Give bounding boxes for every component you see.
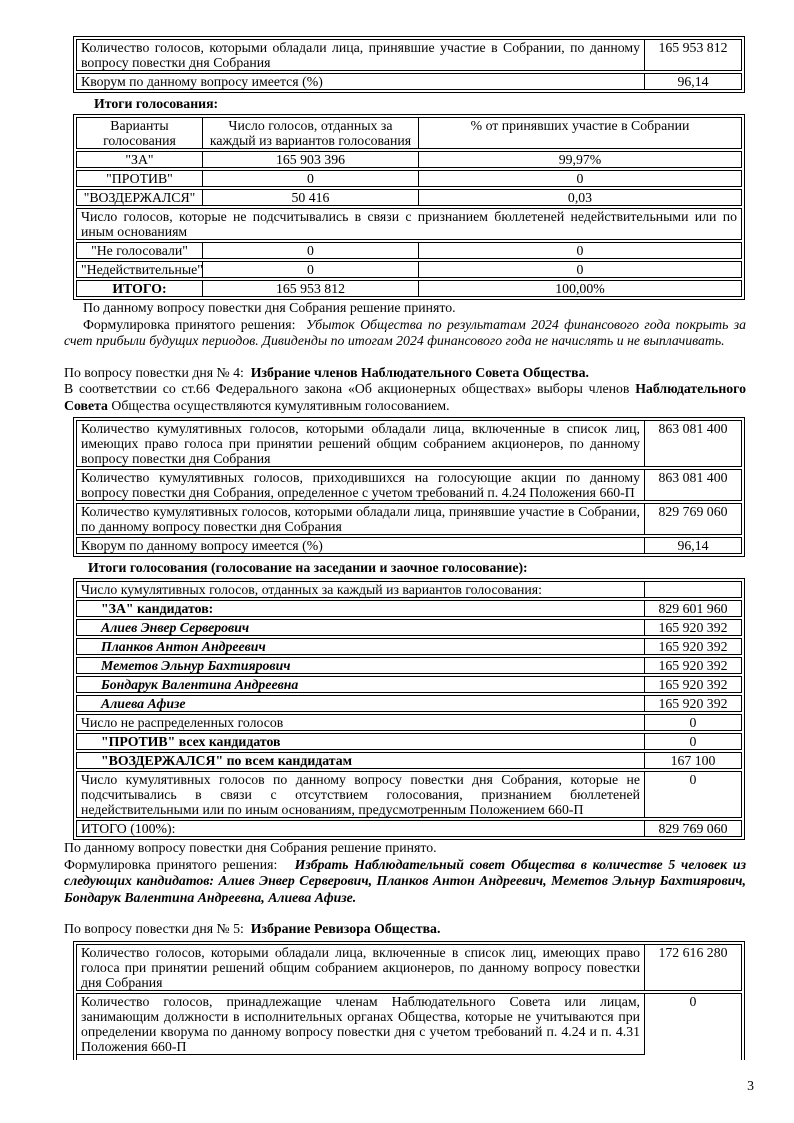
table-row <box>76 261 742 278</box>
row-label: Количество кумулятивных голосов, которыми обладали лица, включенные в список лиц, имеющих право голоса при принятии решений общим собранием акционеров, по данному вопросу повестки дня Собрания <box>81 421 640 466</box>
intro-bold: Наблюдательного Совета <box>64 381 746 413</box>
q3-resolution <box>64 317 746 350</box>
agenda-item-prefix: По вопросу повестки дня № 4: <box>64 364 244 380</box>
vote-percent: 0 <box>418 171 741 186</box>
table-row <box>76 151 742 168</box>
intro-text: Общества осуществляются кумулятивным голосованием. <box>111 397 450 413</box>
vote-option: "ПРОТИВ" <box>106 171 173 186</box>
candidate-row <box>76 695 742 712</box>
table-total-row <box>76 280 742 297</box>
candidate-row <box>76 619 742 636</box>
candidate-row <box>76 638 742 655</box>
q4-resolution-status: По данному вопросу повестки дня Собрания решение принято. <box>64 840 437 855</box>
table-row <box>76 420 742 467</box>
table-row <box>76 170 742 187</box>
row-label: Количество голосов, которыми обладали лица, включенные в список лиц, имеющих право голоса при принятии решений общим собранием акционеров, по данному вопросу повестки дня Собрания <box>81 944 640 990</box>
row-value: 165 953 812 <box>644 40 741 70</box>
row-value: 863 081 400 <box>644 421 741 466</box>
q5-participation-table <box>73 941 745 1060</box>
agenda-item-prefix: По вопросу повестки дня № 5: <box>64 921 244 936</box>
q4-resolution <box>64 857 746 907</box>
candidate-votes: 165 920 392 <box>644 696 741 711</box>
resolution-text: Избрать Наблюдательный совет Общества в количестве 5 человек из следующих кандидатов: Алиев Энвер Серверович, Планков Антон Андреевич, Меметов Эльнур Бахтиярович, Бондарук Валентина Андреевна, Алиева Афизе. <box>64 856 746 905</box>
table-row <box>76 733 742 750</box>
candidate-name: Планков Антон Андреевич <box>101 639 266 654</box>
row-value: 829 601 960 <box>644 601 741 616</box>
row-label: Количество голосов, которыми обладали лица, принявшие участие в Собрании, по данному вопросу повестки дня Собрания <box>81 40 640 70</box>
table-row <box>76 600 742 617</box>
row-label: "ЗА" кандидатов: <box>101 601 214 616</box>
table-row <box>76 469 742 501</box>
total-votes: 165 953 812 <box>202 281 418 296</box>
row-label: Количество кумулятивных голосов, приходившихся на голосующие акции по данному вопросу повестки дня Собрания, определенное с учетом требований п. 4.24 Положения 660-П <box>81 470 640 500</box>
vote-count: 0 <box>202 243 418 258</box>
vote-count: 0 <box>202 262 418 277</box>
candidate-name: Алиева Афизе <box>101 696 186 711</box>
page-content <box>64 36 746 1060</box>
intro-text: В соответствии со ст.66 Федерального закона «Об акционерных обществах» выборы членов <box>64 381 630 396</box>
row-value: 167 100 <box>644 753 741 768</box>
q4-results-heading: Итоги голосования (голосование на заседании и заочное голосование): <box>88 560 528 575</box>
table-row <box>76 993 742 1060</box>
vote-percent: 99,97% <box>418 152 741 167</box>
table-row <box>76 714 742 731</box>
page-number: 3 <box>747 1078 754 1093</box>
vote-count: 50 416 <box>202 190 418 205</box>
q4-heading <box>64 365 746 382</box>
spacer <box>64 906 746 921</box>
q5-heading <box>64 921 746 938</box>
vote-option: "ЗА" <box>125 152 154 167</box>
total-label: ИТОГО (100%): <box>81 821 176 836</box>
table-total-row <box>76 820 742 837</box>
vote-percent: 0,03 <box>418 190 741 205</box>
table-note-row <box>76 208 742 240</box>
agenda-item-title: Избрание Ревизора Общества. <box>250 921 441 936</box>
row-value: 172 616 280 <box>644 945 741 990</box>
vote-option: "Не голосовали" <box>91 243 188 258</box>
row-value: 0 <box>644 994 741 1055</box>
q4-results-table <box>73 578 745 840</box>
vote-count: 0 <box>202 171 418 186</box>
column-header: Число голосов, отданных за каждый из вариантов голосования <box>202 118 418 148</box>
row-label: Количество кумулятивных голосов, которыми обладали лица, принявшие участие в Собрании, по данному вопросу повестки дня Собрания <box>81 504 640 534</box>
vote-count: 165 903 396 <box>202 152 418 167</box>
candidate-votes: 165 920 392 <box>644 658 741 673</box>
row-label: Количество голосов, принадлежащие членам Наблюдательного Совета или лицам, занимающим должности в исполнительных органах Общества, которые не учитываются при определении кворума по данному вопросу повестки дня с учетом требований п. 4.24 и п. 4.31 Положения 660-П <box>77 994 644 1055</box>
candidate-name: Бондарук Валентина Андреевна <box>101 677 299 692</box>
row-label: Кворум по данному вопросу имеется (%) <box>81 538 323 553</box>
agenda-item-title: Избрание членов Наблюдательного Совета Общества. <box>250 364 589 380</box>
column-header: % от принявших участие в Собрании <box>418 118 741 148</box>
vote-option: "ВОЗДЕРЖАЛСЯ" <box>83 190 196 205</box>
row-value: 96,14 <box>644 538 741 553</box>
candidate-votes: 165 920 392 <box>644 639 741 654</box>
row-value: 863 081 400 <box>644 470 741 500</box>
vote-percent: 0 <box>418 262 741 277</box>
total-value: 829 769 060 <box>644 821 741 836</box>
row-label: Число не распределенных голосов <box>81 715 284 730</box>
candidate-name: Алиев Энвер Серверович <box>101 620 250 635</box>
table-row <box>76 189 742 206</box>
table-row <box>76 752 742 769</box>
table-row <box>76 242 742 259</box>
candidate-name: Меметов Эльнур Бахтиярович <box>101 658 291 673</box>
table-row <box>76 771 742 818</box>
row-label: Кворум по данному вопросу имеется (%) <box>81 74 323 89</box>
note-text: Число голосов, которые не подсчитывались в связи с признанием бюллетеней недействительными или по иным основаниям <box>81 209 737 239</box>
row-label: Число кумулятивных голосов, отданных за каждый из вариантов голосования: <box>81 582 542 597</box>
row-value: 0 <box>644 734 741 749</box>
total-label: ИТОГО: <box>112 281 167 296</box>
table-row <box>76 537 742 554</box>
row-value: 0 <box>644 772 741 817</box>
row-label: "ПРОТИВ" всех кандидатов <box>101 734 281 749</box>
resolution-label: Формулировка принятого решения: <box>83 316 296 332</box>
row-value: 829 769 060 <box>644 504 741 534</box>
vote-option: "Недействительные" <box>81 262 203 277</box>
q4-intro <box>64 381 746 414</box>
spacer <box>64 350 746 365</box>
row-label: Число кумулятивных голосов по данному вопросу повестки дня Собрания, которые не подсчитывались в связи с отсутствием голосования, признанием бюллетеней недействительными или по иным основаниям, предусмотренным Положением 660-П <box>81 772 640 817</box>
table-row <box>76 73 742 90</box>
resolution-label: Формулировка принятого решения: <box>64 856 278 872</box>
total-percent: 100,00% <box>418 281 741 296</box>
q3-results-heading: Итоги голосования: <box>94 96 219 111</box>
table-row <box>76 39 742 71</box>
candidate-row <box>76 676 742 693</box>
table-row <box>76 503 742 535</box>
q4-participation-table <box>73 417 745 557</box>
q3-results-table <box>73 114 745 300</box>
candidate-votes: 165 920 392 <box>644 620 741 635</box>
vote-percent: 0 <box>418 243 741 258</box>
row-value: 96,14 <box>644 74 741 89</box>
q3-resolution-status: По данному вопросу повестки дня Собрания решение принято. <box>83 300 456 315</box>
row-value: 0 <box>644 715 741 730</box>
candidate-row <box>76 657 742 674</box>
row-value <box>644 582 741 597</box>
row-label: "ВОЗДЕРЖАЛСЯ" по всем кандидатам <box>101 753 353 768</box>
column-header: Варианты голосования <box>103 118 176 148</box>
q3-participation-table <box>73 36 745 93</box>
candidate-votes: 165 920 392 <box>644 677 741 692</box>
table-row <box>76 944 742 991</box>
table-header-row <box>76 117 742 149</box>
table-row <box>76 581 742 598</box>
resolution-text: Убыток Общества по результатам 2024 финансового года покрыть за счет прибыли будущих периодов. Дивиденды по итогам 2024 финансового года не начислять и не выплачивать. <box>64 316 746 348</box>
